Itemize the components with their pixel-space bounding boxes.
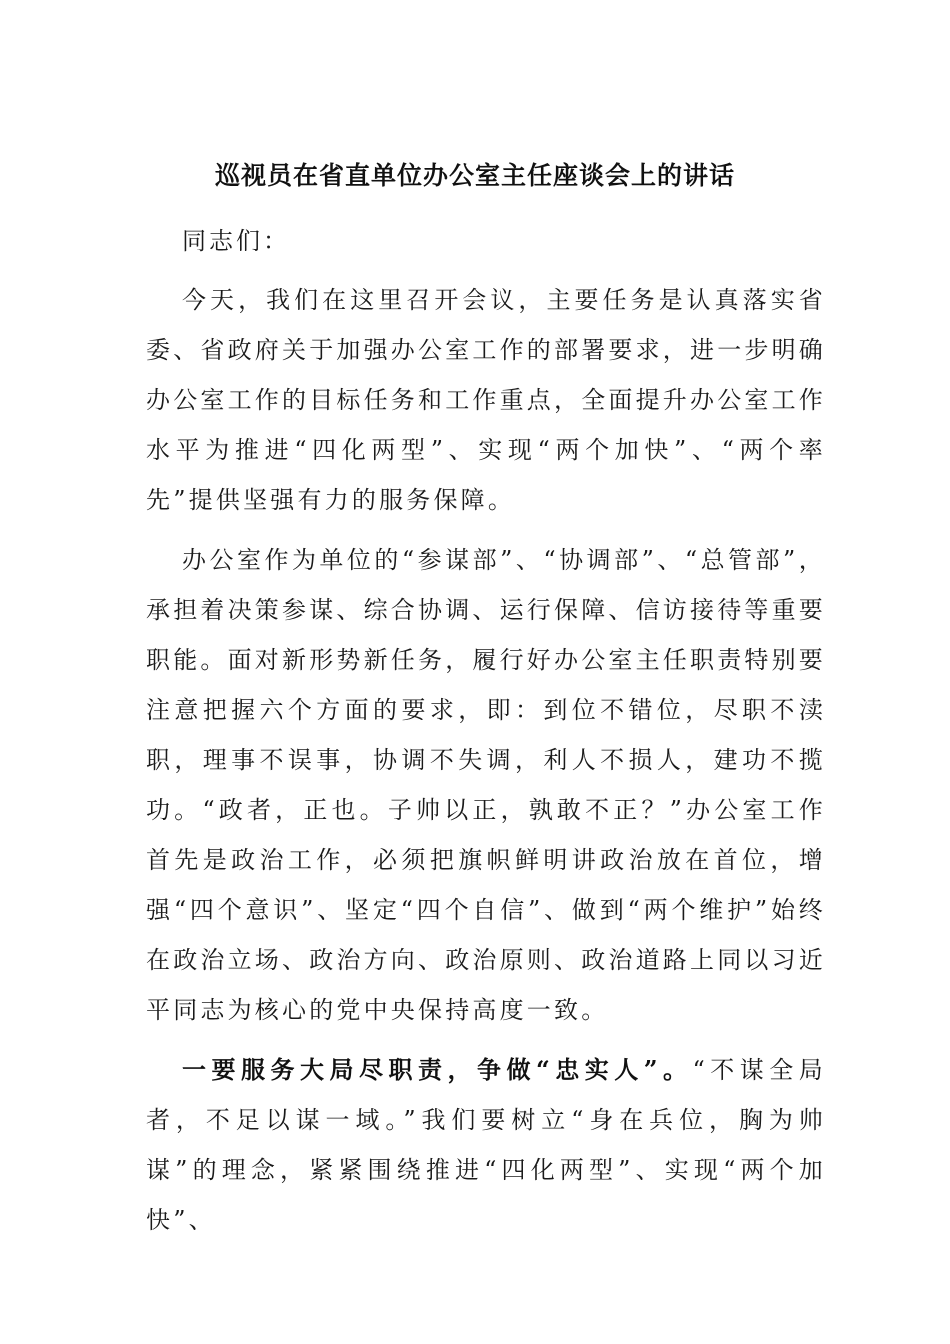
paragraph-2 bbox=[146, 535, 826, 1035]
document-title: 巡视员在省直单位办公室主任座谈会上的讲话 bbox=[214, 161, 735, 190]
paragraph-lead-heading: 一要服务大局尽职责，争做“忠实人”。 bbox=[182, 1055, 693, 1084]
paragraph-text: 今天，我们在这里召开会议，主要任务是认真落实省委、省政府关于加强办公室工作的部署要求，进一步明确办公室工作的目标任务和工作重点，全面提升办公室工作水平为推进“四化两型”、实现“两个加快”、“两个率先”提供坚强有力的服务保障。 bbox=[146, 286, 826, 514]
paragraph-text: 办公室作为单位的“参谋部”、“协调部”、“总管部”，承担着决策参谋、综合协调、运行保障、信访接待等重要职能。面对新形势新任务，履行好办公室主任职责特别要注意把握六个方面的要求，即：到位不错位，尽职不渎职，理事不误事，协调不失调，利人不损人，建功不揽功。“政者，正也。子帅以正，孰敢不正？”办公室工作首先是政治工作，必须把旗帜鲜明讲政治放在首位，增强“四个意识”、坚定“四个自信”、做到“两个维护”始终在政治立场、政治方向、政治原则、政治道路上同以习近平同志为核心的党中央保持高度一致。 bbox=[146, 546, 826, 1024]
paragraph-1 bbox=[146, 275, 826, 525]
paragraph-text bbox=[146, 1045, 826, 1245]
paragraph-body: “不谋全局者，不足以谋一域。”我们要树立“身在兵位，胸为帅谋”的理念，紧紧围绕推进“四化两型”、实现“两个加快”、 bbox=[146, 1056, 826, 1234]
salutation: 同志们： bbox=[182, 227, 290, 255]
paragraph-3 bbox=[146, 1045, 826, 1245]
